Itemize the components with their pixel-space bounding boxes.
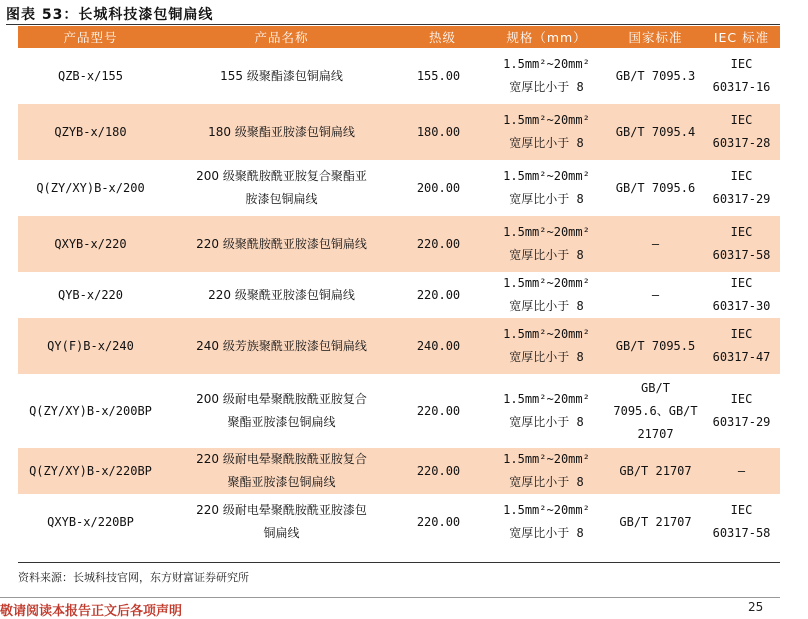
cell-iec-line: IEC xyxy=(730,169,753,183)
cell-iec xyxy=(703,374,780,448)
cell-spec-line: 宽厚比小于 8 xyxy=(509,475,584,489)
source-note: 资料来源：长城科技官网，东方财富证券研究所 xyxy=(18,571,249,584)
cell-spec-line: 宽厚比小于 8 xyxy=(509,526,584,540)
cell-heat: 200.00 xyxy=(416,180,461,195)
cell-iec-line: IEC xyxy=(730,57,753,71)
cell-name xyxy=(163,318,400,374)
cell-spec xyxy=(485,104,608,160)
cell-spec xyxy=(485,272,608,318)
cell-model: Q(ZY/XY)B-x/220BP xyxy=(18,448,163,494)
cell-iec-line: 60317-29 xyxy=(712,415,771,429)
cell-model: QY(F)B-x/240 xyxy=(18,318,163,374)
cell-gb-line: — xyxy=(651,236,660,251)
cell-spec-line: 宽厚比小于 8 xyxy=(509,136,584,150)
cell-name-line: 聚酯亚胺漆包铜扁线 xyxy=(227,475,336,489)
cell-spec-line: 宽厚比小于 8 xyxy=(509,192,584,206)
cell-name xyxy=(163,494,400,550)
cell-iec-line: IEC xyxy=(730,327,753,341)
table-body xyxy=(18,48,780,550)
cell-heat: 220.00 xyxy=(400,448,485,494)
cell-gb-line: GB/T 7095.6 xyxy=(615,180,696,195)
cell-spec xyxy=(485,448,608,494)
disclaimer-footer: 敬请阅读本报告正文后各项声明 xyxy=(0,604,183,619)
cell-spec-line: 1.5mm²~20mm² xyxy=(503,57,590,71)
cell-model: QZB-x/155 xyxy=(57,68,124,83)
header-heat: 热级 xyxy=(400,26,485,48)
cell-iec-line: 60317-58 xyxy=(712,248,771,262)
cell-model: Q(ZY/XY)B-x/200BP xyxy=(29,403,152,418)
page-number: 25 xyxy=(748,600,764,614)
cell-gb xyxy=(608,374,703,448)
cell-gb-line: 21707 xyxy=(637,426,674,441)
table-row xyxy=(18,160,780,216)
cell-model: QXYB-x/220 xyxy=(18,216,163,272)
cell-iec xyxy=(703,494,780,550)
cell-spec xyxy=(485,494,608,550)
cell-gb-line: GB/T 7095.3 xyxy=(615,68,696,83)
cell-gb-line: GB/T xyxy=(641,380,670,395)
cell-iec xyxy=(703,160,780,216)
cell-spec-line: 宽厚比小于 8 xyxy=(509,350,584,364)
cell-name-line: 180 级聚酯亚胺漆包铜扁线 xyxy=(208,124,355,139)
product-table xyxy=(18,26,780,550)
title-divider xyxy=(6,24,780,25)
cell-heat: 220.00 xyxy=(416,287,461,302)
cell-gb xyxy=(608,48,703,104)
table-row xyxy=(18,448,780,494)
cell-name-line: 220 级耐电晕聚酰胺酰亚胺复合 xyxy=(196,452,367,466)
cell-iec-line: 60317-16 xyxy=(712,80,771,94)
cell-iec-line: 60317-28 xyxy=(712,136,771,150)
cell-iec-line: IEC xyxy=(730,113,753,127)
cell-iec-line: IEC xyxy=(730,392,753,406)
table-row xyxy=(18,216,780,272)
cell-iec-line: 60317-58 xyxy=(712,526,771,540)
cell-spec-line: 1.5mm²~20mm² xyxy=(503,452,590,466)
table-row xyxy=(18,272,780,318)
cell-heat: 155.00 xyxy=(416,68,461,83)
cell-gb-line: GB/T 7095.5 xyxy=(615,338,696,353)
cell-model: QXYB-x/220BP xyxy=(47,514,134,529)
cell-iec-line: 60317-47 xyxy=(712,350,771,364)
cell-spec-line: 1.5mm²~20mm² xyxy=(503,276,590,290)
cell-spec xyxy=(485,160,608,216)
cell-gb-line: GB/T 21707 xyxy=(619,463,692,478)
cell-iec xyxy=(703,318,780,374)
cell-spec-line: 1.5mm²~20mm² xyxy=(503,169,590,183)
cell-model: Q(ZY/XY)B-x/200 xyxy=(36,180,145,195)
table-row xyxy=(18,318,780,374)
cell-spec-line: 宽厚比小于 8 xyxy=(509,299,584,313)
cell-heat: 220.00 xyxy=(416,514,461,529)
cell-spec xyxy=(485,216,608,272)
cell-gb xyxy=(608,448,703,494)
cell-heat: 220.00 xyxy=(416,403,461,418)
cell-iec-line: IEC xyxy=(730,276,753,290)
table-row xyxy=(18,374,780,448)
cell-spec-line: 宽厚比小于 8 xyxy=(509,415,584,429)
cell-gb-line: 7095.6、GB/T xyxy=(613,403,698,418)
cell-gb xyxy=(608,216,703,272)
cell-name-line: 胺漆包铜扁线 xyxy=(245,192,318,206)
cell-name xyxy=(163,216,400,272)
figure-title: 图表 53：长城科技漆包铜扁线 xyxy=(6,7,214,23)
cell-name xyxy=(163,48,400,104)
cell-name xyxy=(163,448,400,494)
cell-iec-line: IEC xyxy=(730,503,753,517)
cell-name-line: 铜扁线 xyxy=(263,526,300,540)
cell-iec-line: 60317-29 xyxy=(712,192,771,206)
cell-heat: 180.00 xyxy=(400,104,485,160)
table-header-row xyxy=(18,26,780,48)
header-gb: 国家标准 xyxy=(608,26,703,48)
cell-heat: 220.00 xyxy=(400,216,485,272)
cell-gb xyxy=(608,318,703,374)
cell-gb xyxy=(608,104,703,160)
cell-iec xyxy=(703,448,780,494)
cell-iec-line: IEC xyxy=(730,225,753,239)
table-row xyxy=(18,494,780,550)
cell-name-line: 聚酯亚胺漆包铜扁线 xyxy=(227,415,336,429)
cell-spec xyxy=(485,48,608,104)
header-iec: IEC 标准 xyxy=(703,26,780,48)
footer-divider xyxy=(0,597,780,598)
cell-iec xyxy=(703,272,780,318)
cell-spec-line: 1.5mm²~20mm² xyxy=(503,113,590,127)
cell-spec xyxy=(485,318,608,374)
cell-name xyxy=(163,374,400,448)
cell-iec xyxy=(703,48,780,104)
cell-gb xyxy=(608,160,703,216)
cell-iec-line: 60317-30 xyxy=(712,299,771,313)
cell-name-line: 240 级芳族聚酰亚胺漆包铜扁线 xyxy=(196,338,367,353)
cell-name-line: 220 级聚酰胺酰亚胺漆包铜扁线 xyxy=(196,236,367,251)
table-row xyxy=(18,104,780,160)
cell-spec-line: 1.5mm²~20mm² xyxy=(503,327,590,341)
cell-gb xyxy=(608,494,703,550)
cell-name-line: 200 级耐电晕聚酰胺酰亚胺复合 xyxy=(196,392,367,406)
cell-name-line: 220 级耐电晕聚酰胺酰亚胺漆包 xyxy=(196,503,367,517)
cell-iec xyxy=(703,216,780,272)
cell-spec-line: 宽厚比小于 8 xyxy=(509,80,584,94)
cell-name-line: 200 级聚酰胺酰亚胺复合聚酯亚 xyxy=(196,169,367,183)
cell-name-line: 155 级聚酯漆包铜扁线 xyxy=(220,68,343,83)
table-row xyxy=(18,48,780,104)
cell-name xyxy=(163,272,400,318)
cell-gb-line: GB/T 21707 xyxy=(619,514,692,529)
cell-spec-line: 1.5mm²~20mm² xyxy=(503,225,590,239)
cell-spec-line: 宽厚比小于 8 xyxy=(509,248,584,262)
cell-gb-line: GB/T 7095.4 xyxy=(615,124,696,139)
header-spec: 规格（mm） xyxy=(485,26,608,48)
cell-spec xyxy=(485,374,608,448)
cell-model: QZYB-x/180 xyxy=(18,104,163,160)
cell-model: QYB-x/220 xyxy=(57,287,124,302)
cell-name-line: 220 级聚酰亚胺漆包铜扁线 xyxy=(208,287,355,302)
cell-heat: 240.00 xyxy=(400,318,485,374)
cell-iec-line: — xyxy=(737,463,746,478)
header-model: 产品型号 xyxy=(18,26,163,48)
table-bottom-rule xyxy=(18,562,780,563)
cell-name xyxy=(163,160,400,216)
cell-spec-line: 1.5mm²~20mm² xyxy=(503,503,590,517)
header-name: 产品名称 xyxy=(163,26,400,48)
cell-name xyxy=(163,104,400,160)
cell-iec xyxy=(703,104,780,160)
cell-spec-line: 1.5mm²~20mm² xyxy=(503,392,590,406)
cell-gb-line: — xyxy=(651,287,660,302)
cell-gb xyxy=(608,272,703,318)
